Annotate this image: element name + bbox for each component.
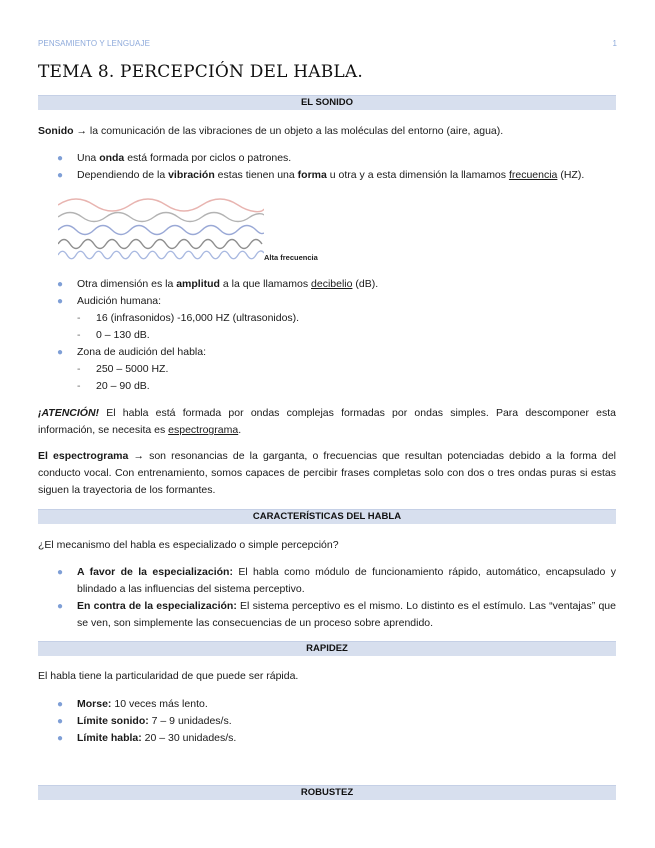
text: El habla está formada por ondas complejas formadas por ondas simples. Para descomponer esta información, se necesita es [38, 407, 616, 436]
wave-label: Alta frecuencia [264, 253, 318, 262]
text: 10 veces más lento. [111, 698, 208, 710]
paragraph-question: ¿El mecanismo del habla es especializado o simple percepción? [38, 539, 339, 551]
page-title: TEMA 8. PERCEPCIÓN DEL HABLA. [38, 62, 363, 82]
section-heading-sonido: EL SONIDO [38, 95, 616, 110]
bold-text: El espectrograma [38, 450, 129, 462]
sub-list-item [77, 310, 300, 327]
bold-text: forma [297, 169, 327, 181]
paragraph-espectrograma [38, 448, 616, 499]
bold-text: onda [99, 152, 125, 164]
sub-list-item [77, 378, 150, 395]
text: Dependiendo de la [77, 169, 169, 181]
text: u otra y a esta dimensión la llamamos [326, 169, 509, 181]
bold-text: amplitud [176, 278, 220, 290]
underlined-term: frecuencia [508, 169, 558, 181]
paragraph-atencion [38, 405, 616, 439]
bullet-icon: ● [57, 733, 64, 744]
wave-mid-frequency [58, 226, 264, 235]
list-item [57, 276, 616, 293]
text: 20 – 90 dB. [96, 380, 150, 392]
bold-text: A favor de la especialización: [77, 566, 233, 578]
text: 16 (infrasonidos) -16,000 HZ (ultrasonidos). [96, 312, 300, 324]
section-heading-caracteristicas: CARACTERÍSTICAS DEL HABLA [38, 509, 616, 524]
text: Otra dimensión es la [77, 278, 177, 290]
wave-low-frequency [58, 199, 264, 212]
bullet-icon: ● [57, 716, 64, 727]
bold-text: Límite sonido: [77, 715, 149, 727]
section-heading-rapidez: RAPIDEZ [38, 641, 616, 656]
list-item [57, 150, 616, 167]
running-header [38, 39, 617, 51]
bullet-icon: ● [57, 296, 64, 307]
dash-icon: - [77, 380, 81, 392]
text: Audición humana: [77, 295, 162, 307]
wave-high-frequency [58, 240, 262, 249]
bullet-icon: ● [57, 347, 64, 358]
term-sonido: Sonido [38, 125, 74, 137]
text: 250 – 5000 HZ. [96, 363, 169, 375]
underlined-term: espectrograma [168, 424, 239, 436]
text: . [238, 424, 242, 436]
text: está formada por ciclos o patrones. [124, 152, 292, 164]
list-item [57, 696, 616, 713]
sub-list-item [77, 327, 150, 344]
header-subject: PENSAMIENTO Y LENGUAJE [38, 39, 151, 48]
bullet-icon: ● [57, 567, 64, 578]
text: (HZ). [557, 169, 585, 181]
bold-text: Límite habla: [77, 732, 142, 744]
text: a la que llamamos [219, 278, 312, 290]
dash-icon: - [77, 312, 81, 324]
list-item [57, 293, 616, 310]
list-item [57, 730, 616, 747]
dash-icon: - [77, 363, 81, 375]
bullet-icon: ● [57, 699, 64, 710]
text: 0 – 130 dB. [96, 329, 150, 341]
bullet-icon: ● [57, 153, 64, 164]
sub-list-item [77, 361, 169, 378]
page-number: 1 [612, 39, 617, 48]
bold-text: Morse: [77, 698, 112, 710]
list-item [57, 167, 616, 184]
paragraph-sonido-definition [38, 123, 616, 140]
frequency-waves-figure [58, 195, 264, 261]
text: El sistema perceptivo es el mismo. Lo distinto es el estímulo. Las “ventajas” que se ven, son simplemente las consecuencias de un proceso sobre aprendido. [77, 600, 616, 629]
underlined-term: decibelio [311, 278, 353, 290]
wave-highest-frequency [58, 251, 264, 259]
list-item [57, 713, 616, 730]
bold-text: En contra de la especialización: [77, 600, 237, 612]
text: → son resonancias de la garganta, o frecuencias que resultan potenciadas debido a la forma del conducto vocal. Con entrenamiento, somos capaces de percibir frases completas solo con dos o tres ondas puras si estas siguen la trayectoria de los formantes. [38, 450, 616, 496]
dash-icon: - [77, 329, 81, 341]
section-heading-robustez: ROBUSTEZ [38, 785, 616, 800]
text: Una [77, 152, 100, 164]
text: Zona de audición del habla: [77, 346, 207, 358]
bullet-icon: ● [57, 601, 64, 612]
definition-text: → la comunicación de las vibraciones de un objeto a las moléculas del entorno (aire, agua). [76, 125, 504, 137]
text: El habla como módulo de funcionamiento rápido, automático, encapsulado y blindado a las influencias del sistema perceptivo. [77, 566, 616, 595]
bullet-icon: ● [57, 279, 64, 290]
paragraph-rapidez: El habla tiene la particularidad de que puede ser rápida. [38, 670, 299, 682]
text: estas tienen una [214, 169, 298, 181]
text: 7 – 9 unidades/s. [148, 715, 232, 727]
list-item [57, 598, 616, 632]
list-item [57, 564, 616, 598]
wave-mid-low-frequency [58, 213, 264, 222]
bold-italic-text: ¡ATENCIÓN! [38, 407, 100, 419]
text: (dB). [352, 278, 379, 290]
bullet-icon: ● [57, 170, 64, 181]
text: 20 – 30 unidades/s. [141, 732, 237, 744]
bold-text: vibración [168, 169, 215, 181]
list-item [57, 344, 616, 361]
